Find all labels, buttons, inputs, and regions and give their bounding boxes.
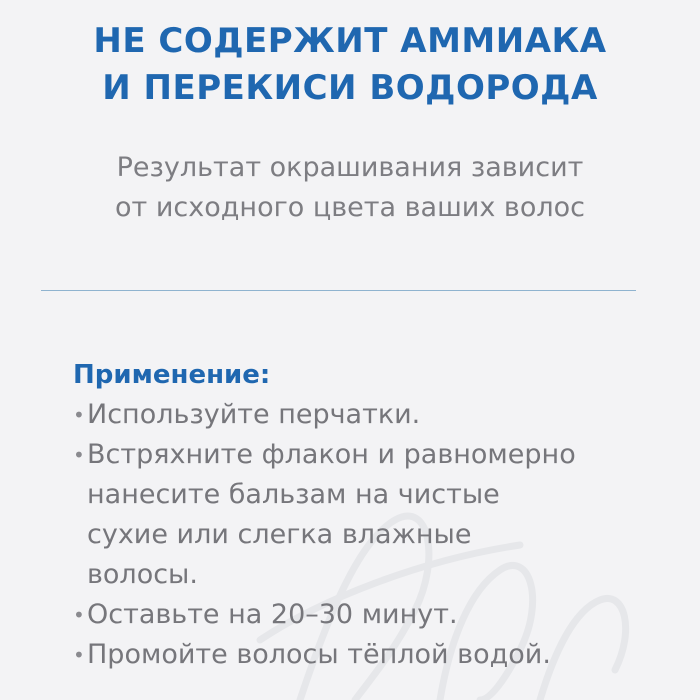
usage-list — [73, 395, 673, 675]
bullet-dot-icon: • — [73, 443, 85, 467]
subtitle-line-2: от исходного цвета ваших волос — [115, 192, 585, 223]
list-item-line: Оставьте на 20–30 минут. — [87, 599, 458, 630]
usage-title: Применение: — [73, 360, 271, 390]
headline — [0, 18, 700, 112]
list-item-line: нанесите бальзам на чистые — [87, 479, 500, 510]
list-item — [73, 635, 673, 675]
subtitle — [0, 148, 700, 228]
usage-section — [73, 355, 673, 675]
list-item — [73, 435, 673, 595]
list-item-line: Промойте волосы тёплой водой. — [87, 639, 551, 670]
list-item — [73, 395, 673, 435]
headline-line-2: И ПЕРЕКИСИ ВОДОРОДА — [102, 68, 598, 108]
bullet-dot-icon: • — [73, 643, 85, 667]
list-item-line: волосы. — [87, 559, 198, 590]
list-item-line: Встряхните флакон и равномерно — [87, 439, 576, 470]
list-item-line: сухие или слегка влажные — [87, 519, 472, 550]
list-item-line: Используйте перчатки. — [87, 399, 421, 430]
divider — [41, 290, 636, 291]
headline-line-1: НЕ СОДЕРЖИТ АММИАКА — [93, 21, 607, 61]
list-item — [73, 595, 673, 635]
bullet-dot-icon: • — [73, 603, 85, 627]
bullet-dot-icon: • — [73, 403, 85, 427]
subtitle-line-1: Результат окрашивания зависит — [116, 152, 584, 183]
